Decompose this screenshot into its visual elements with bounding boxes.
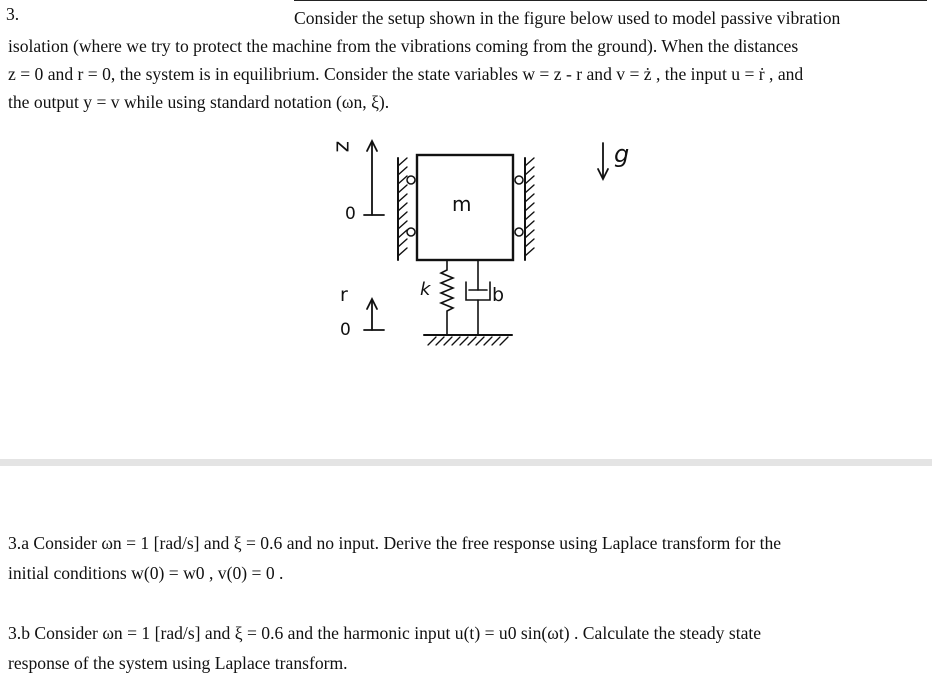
label-zero-bottom: 0 [340,320,351,340]
roller-left-bottom [407,228,415,236]
spring [441,260,453,335]
intro-line-3: z = 0 and r = 0, the system is in equilibrium. Consider the state variables w = z - r and v = ż , the input u = ṙ , and [8,64,804,84]
roller-right-top [515,176,523,184]
part-b [8,618,761,678]
damper [466,260,490,335]
problem-number: 3. [6,4,20,24]
intro-line-1: Consider the setup shown in the figure below used to model passive vibration [294,8,841,28]
part-a-line-1: 3.a Consider ωn = 1 [rad/s] and ξ = 0.6 and no input. Derive the free response using Laplace transform for the [8,533,782,553]
label-mass: m [452,192,472,216]
label-zero-top: 0 [345,204,356,224]
part-a-line-2: initial conditions w(0) = w0 , v(0) = 0 . [8,563,284,583]
intro-line-4: the output y = v while using standard notation (ωn, ξ). [8,92,390,112]
label-damper: b [492,284,505,306]
intro-line-2: isolation (where we try to protect the machine from the vibrations coming from the ground). When the distances [8,36,799,56]
ground-hatch [428,337,508,345]
right-wall-hatch [525,158,534,256]
left-wall-hatch [398,158,407,256]
part-b-line-1: 3.b Consider ωn = 1 [rad/s] and ξ = 0.6 and the harmonic input u(t) = u0 sin(ωt) . Calculate the steady state [8,623,762,643]
label-spring: k [420,279,431,300]
part-a [8,528,781,588]
roller-right-bottom [515,228,523,236]
roller-left-top [407,176,415,184]
label-r: r [340,284,348,306]
label-z: z [330,140,356,153]
section-divider [0,459,932,466]
part-b-line-2: response of the system using Laplace transform. [8,653,348,673]
label-gravity: g [614,140,630,168]
